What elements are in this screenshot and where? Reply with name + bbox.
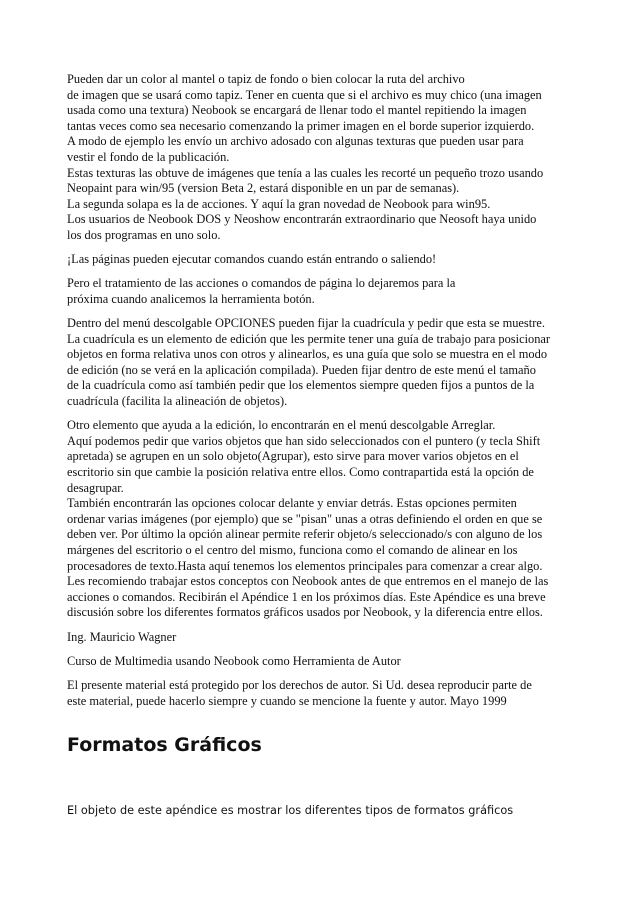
text-line: deben ver. Por último la opción alinear permite referir objeto/s seleccionado/s con alguno de los <box>67 527 543 542</box>
paragraph <box>67 630 577 646</box>
text-line: de la cuadrícula como así también pedir que los elementos siempre queden fijos a puntos de la <box>67 378 535 393</box>
text-line: desagrupar. <box>67 480 124 495</box>
text-line: El presente material está protegido por los derechos de autor. Si Ud. desea reproducir parte de <box>67 677 532 692</box>
paragraph <box>67 418 577 621</box>
text-line: márgenes del escritorio o el centro del mismo, funciona como el comando de alinear en los <box>67 543 518 557</box>
paragraph <box>67 276 577 307</box>
text-line: La segunda solapa es la de acciones. Y aquí la gran novedad de Neobook para win95. <box>67 196 491 211</box>
text-line: ¡Las páginas pueden ejecutar comandos cuando están entrando o saliendo! <box>67 252 437 267</box>
text-line: Otro elemento que ayuda a la edición, lo encontrarán en el menú descolgable Arreglar. <box>67 418 496 433</box>
text-line: ordenar varias imágenes (por ejemplo) que se "pisan" unas a otras definiendo el orden en que se <box>67 511 543 526</box>
text-line: Curso de Multimedia usando Neobook como Herramienta de Autor <box>67 653 401 668</box>
text-line: usada como una textura) Neobook se encargará de llenar todo el mantel repitiendo la imagen <box>67 103 527 118</box>
text-line: discusión sobre los diferentes formatos gráficos usados por Neobook, y la diferencia entre ellos. <box>67 605 543 620</box>
section-intro: El objeto de este apéndice es mostrar los diferentes tipos de formatos gráficos <box>67 804 514 818</box>
text-line: acciones o comandos. Recibirán el Apéndice 1 en los próximos días. Este Apéndice es una breve <box>67 589 546 604</box>
text-line: Pero el tratamiento de las acciones o comandos de página lo dejaremos para la <box>67 276 456 291</box>
text-line: tantas veces como sea necesario comenzando la primer imagen en el borde superior izquierdo. <box>67 118 535 133</box>
text-line: de edición (no se verá en la aplicación compilada). Pueden fijar dentro de este menú el tamaño <box>67 362 536 377</box>
text-line: Los usuarios de Neobook DOS y Neoshow encontrarán extraordinario que Neosoft haya unido <box>67 212 537 227</box>
text-line: objetos en forma relativa unos con otros y alinearlos, es una guía que solo se muestra en el modo <box>67 347 548 362</box>
paragraph <box>67 678 577 709</box>
text-line: Les recomiendo trabajar estos conceptos con Neobook antes de que entremos en el manejo de las <box>67 574 549 589</box>
text-line: A modo de ejemplo les envío un archivo adosado con algunas texturas que pueden usar para <box>67 134 524 149</box>
paragraph <box>67 654 577 670</box>
text-line: los dos programas en uno solo. <box>67 227 221 242</box>
text-line: vestir el fondo de la publicación. <box>67 149 230 164</box>
text-line: Dentro del menú descolgable OPCIONES pueden fijar la cuadrícula y pedir que esta se muestre. <box>67 316 545 331</box>
text-line: Estas texturas las obtuve de imágenes que tenía a las cuales les recorté un pequeño trozo usando <box>67 165 544 180</box>
section-heading: Formatos Gráficos <box>67 734 262 757</box>
paragraph-list <box>67 72 577 709</box>
text-line: escritorio sin que cambie la posición relativa entre ellos. Como contrapartida está la opción de <box>67 465 534 480</box>
document-body <box>67 72 577 818</box>
text-line: este material, puede hacerlo siempre y cuando se mencione la fuente y autor. Mayo 1999 <box>67 693 507 708</box>
text-line: Neopaint para win/95 (version Beta 2, estará disponible en un par de semanas). <box>67 181 460 196</box>
text-line: También encontrarán las opciones colocar delante y enviar detrás. Estas opciones permiten <box>67 496 517 511</box>
paragraph <box>67 252 577 268</box>
paragraph <box>67 72 577 244</box>
text-line: apretada) se agrupen en un solo objeto(Agrupar), esto sirve para mover varios objetos en el <box>67 449 519 464</box>
text-line: La cuadrícula es un elemento de edición que les permite tener una guía de trabajo para posicionar <box>67 331 551 346</box>
paragraph <box>67 316 577 410</box>
text-line: cuadrícula (facilita la alineación de objetos). <box>67 394 288 409</box>
text-line: Pueden dar un color al mantel o tapiz de fondo o bien colocar la ruta del archivo <box>67 72 465 86</box>
text-line: Ing. Mauricio Wagner <box>67 629 177 644</box>
text-line: de imagen que se usará como tapiz. Tener en cuenta que si el archivo es muy chico (una imagen <box>67 87 542 102</box>
text-line: próxima cuando analicemos la herramienta botón. <box>67 291 315 306</box>
text-line: Aquí podemos pedir que varios objetos que han sido seleccionados con el puntero (y tecla Shift <box>67 433 541 448</box>
text-line: procesadores de texto.Hasta aquí tenemos los elementos principales para comenzar a crear algo. <box>67 558 543 573</box>
